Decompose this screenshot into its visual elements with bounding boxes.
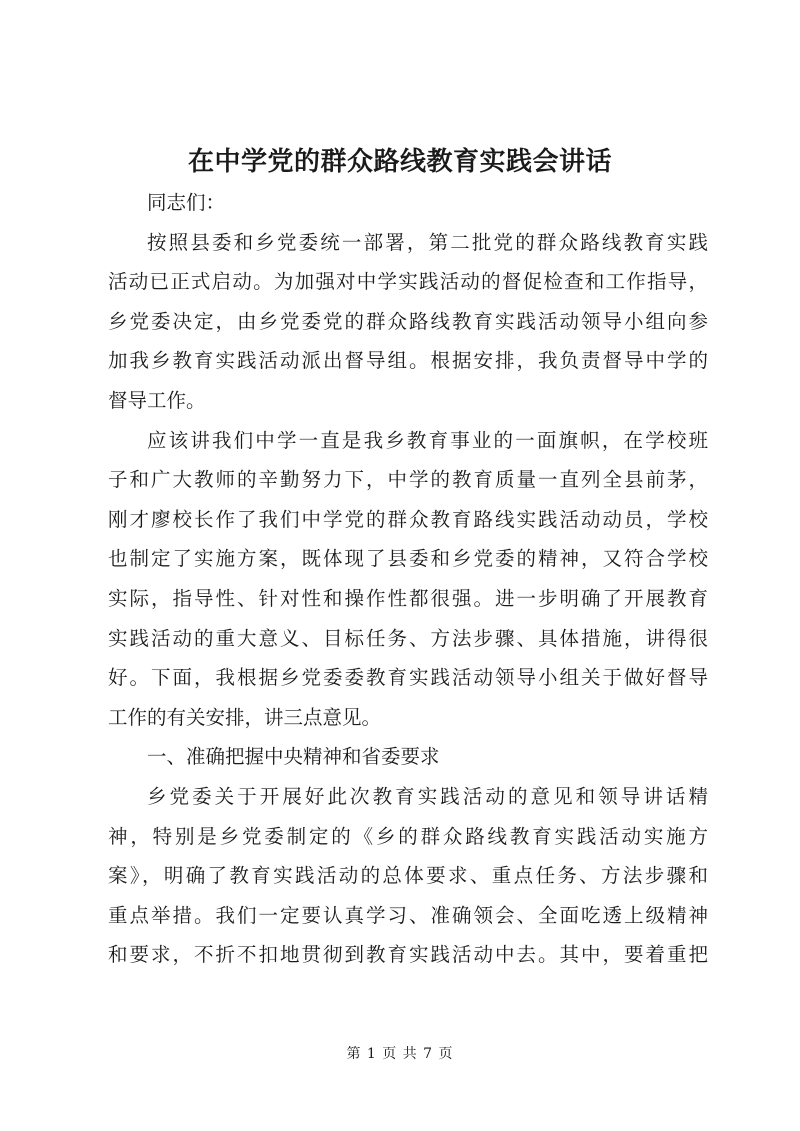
- text-line: 实际，指导性、针对性和操作性都很强。进一步明确了开展教育: [108, 586, 708, 610]
- text-line: 重点举措。我们一定要认真学习、准确领会、全面吃透上级精神: [108, 903, 708, 927]
- text-line: 按照县委和乡党委统一部署，第二批党的群众路线教育实践: [147, 230, 708, 254]
- text-line: 活动已正式启动。为加强对中学实践活动的督促检查和工作指导，: [108, 270, 708, 294]
- text-line: 乡党委决定，由乡党委党的群众路线教育实践活动领导小组向参: [108, 309, 708, 333]
- text-line: 好。下面，我根据乡党委委教育实践活动领导小组关于做好督导: [108, 666, 708, 690]
- text-line: 神，特别是乡党委制定的《乡的群众路线教育实践活动实施方: [108, 824, 708, 848]
- text-line: 乡党委关于开展好此次教育实践活动的意见和领导讲话精: [147, 784, 708, 808]
- text-line-salutation: 同志们：: [147, 191, 226, 214]
- text-line: 工作的有关安排，讲三点意见。: [108, 705, 382, 729]
- text-line: 也制定了实施方案，既体现了县委和乡党委的精神，又符合学校: [108, 547, 708, 571]
- section-heading: 一、准确把握中央精神和省委要求: [147, 745, 440, 769]
- text-line: 加我乡教育实践活动派出督导组。根据安排，我负责督导中学的: [108, 349, 708, 373]
- text-line: 应该讲我们中学一直是我乡教育事业的一面旗帜，在学校班: [147, 428, 708, 452]
- text-line: 子和广大教师的辛勤努力下，中学的教育质量一直列全县前茅，: [108, 468, 708, 492]
- document-body: [108, 183, 708, 975]
- document-title: 在中学党的群众路线教育实践会讲话: [187, 147, 612, 177]
- page-number-footer: 第 1 页 共 7 页: [346, 1046, 454, 1062]
- text-line: 案》，明确了教育实践活动的总体要求、重点任务、方法步骤和: [108, 864, 708, 888]
- text-line: 督导工作。: [108, 388, 206, 412]
- text-line: 实践活动的重大意义、目标任务、方法步骤、具体措施，讲得很: [108, 626, 708, 650]
- text-line: 和要求，不折不扣地贯彻到教育实践活动中去。其中，要着重把: [108, 943, 708, 967]
- text-line: 刚才廖校长作了我们中学党的群众教育路线实践活动动员，学校: [108, 507, 708, 531]
